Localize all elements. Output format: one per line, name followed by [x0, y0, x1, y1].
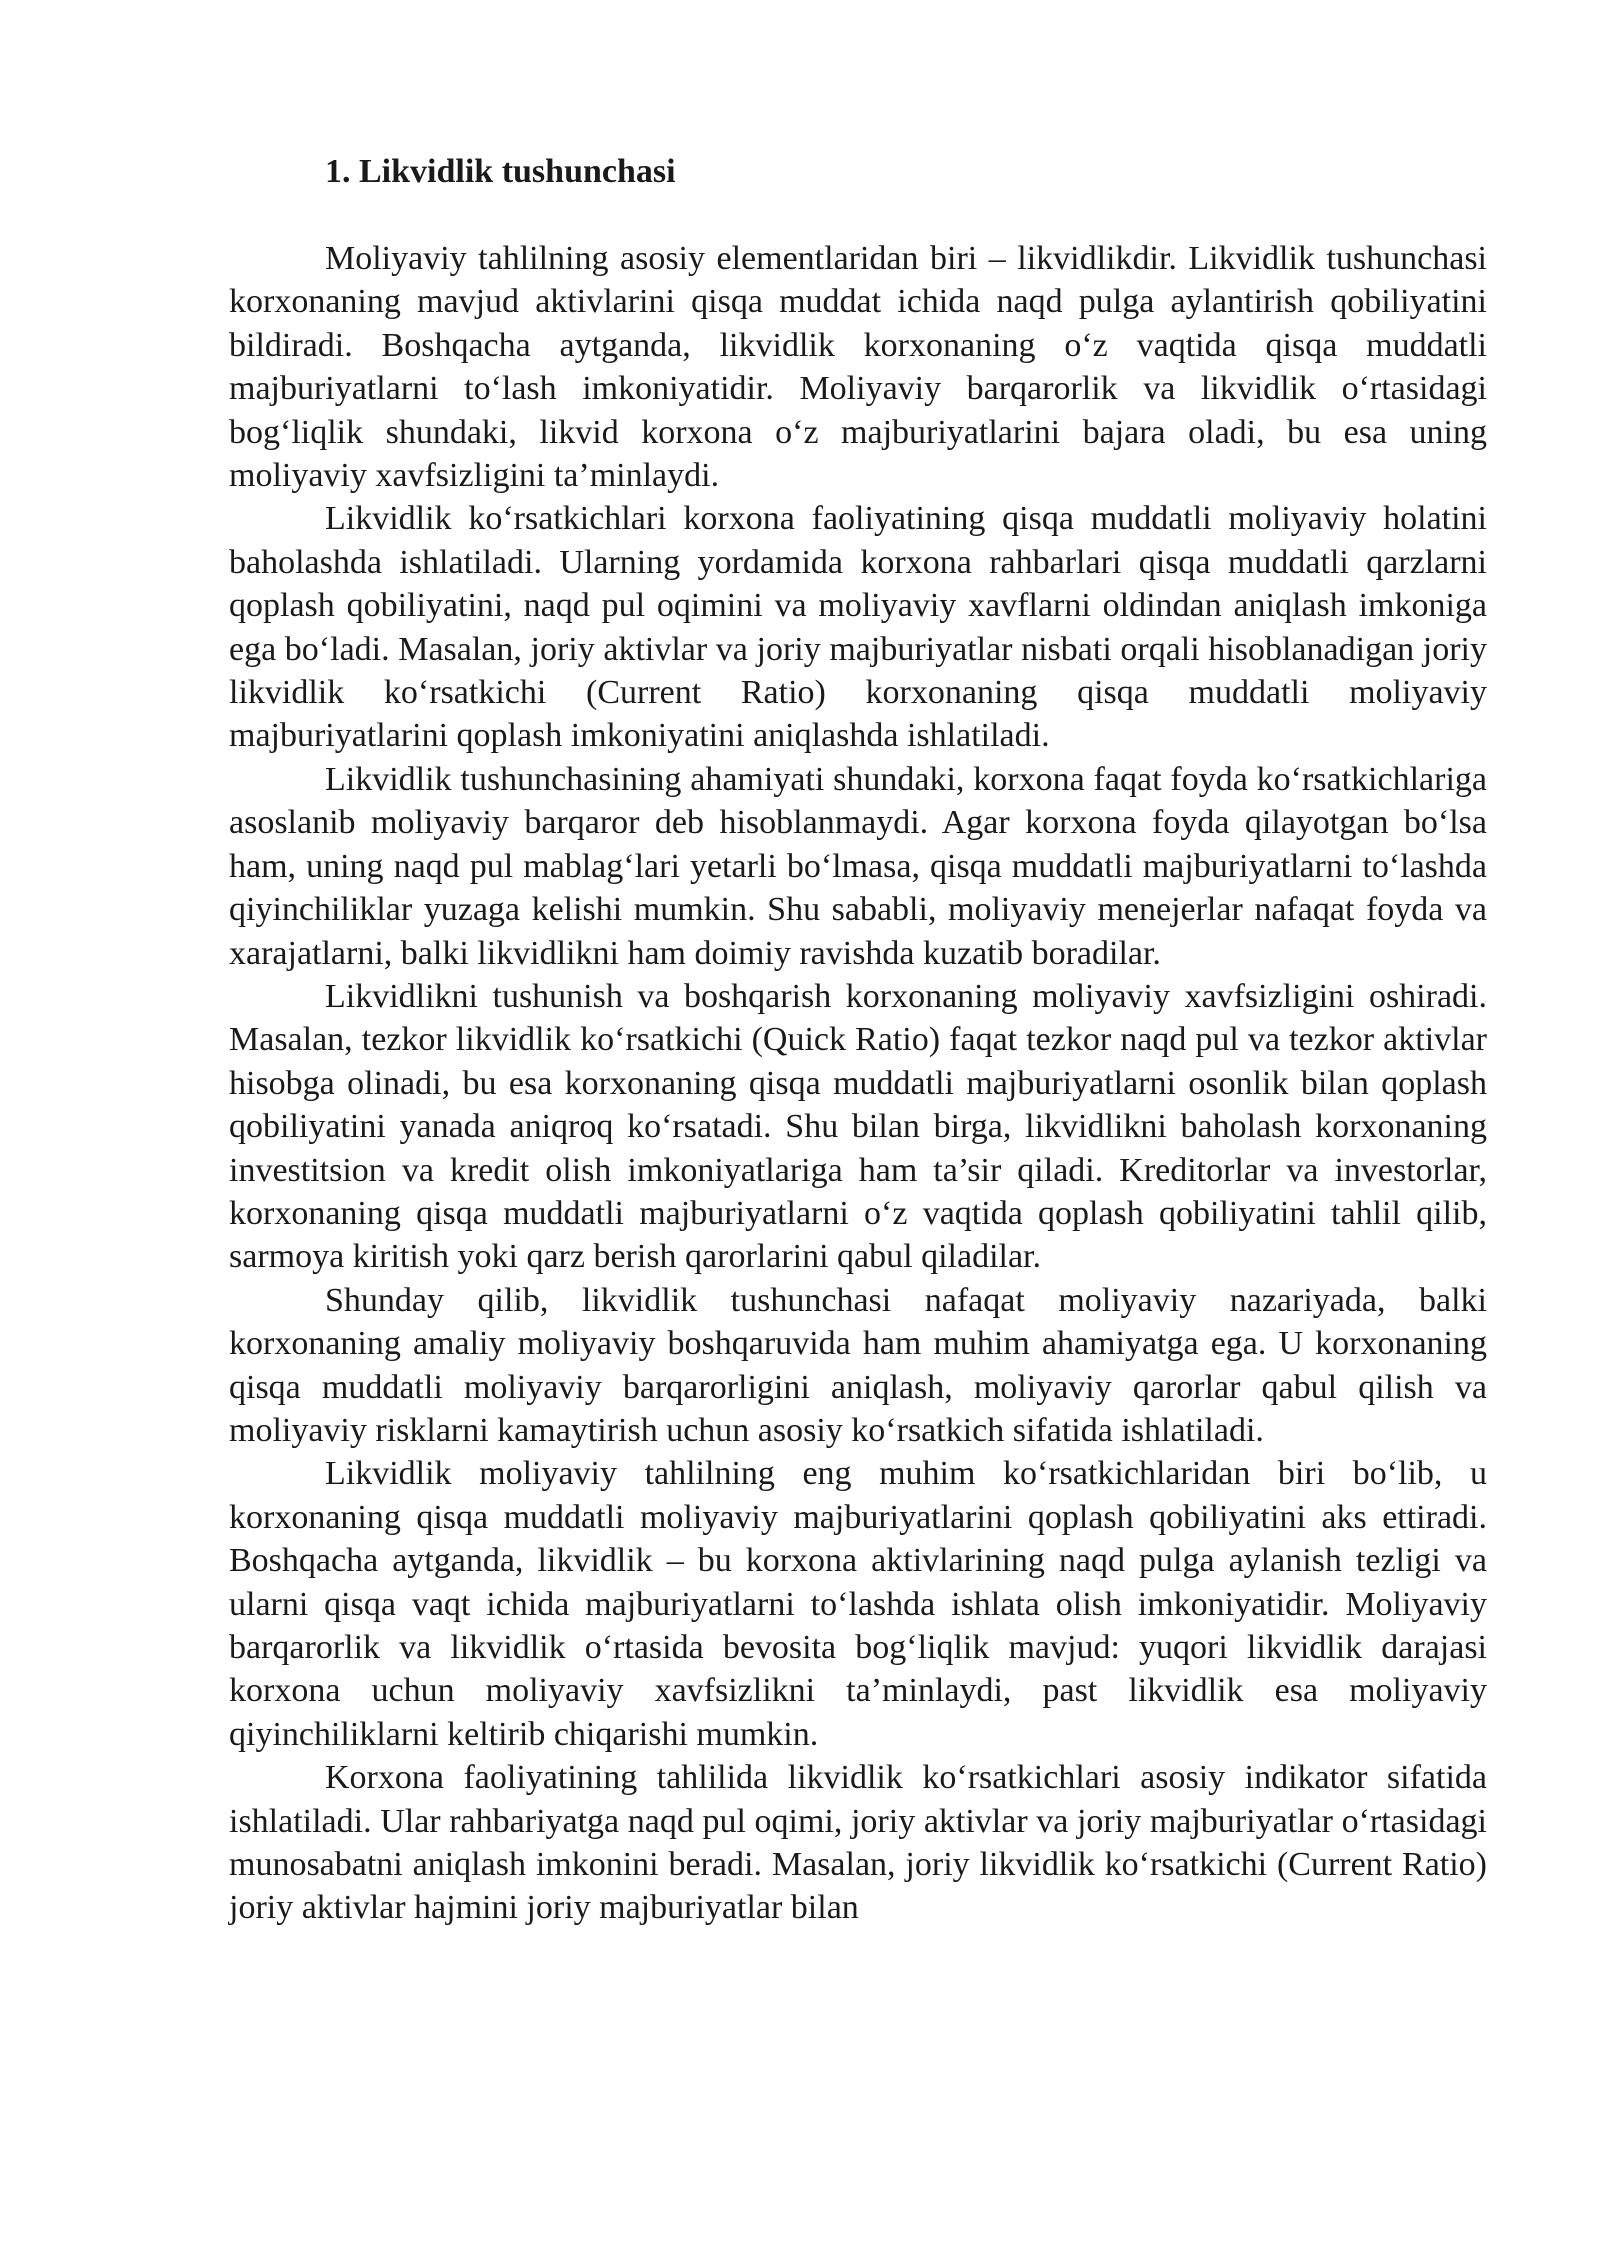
section-heading: 1. Likvidlik tushunchasi: [325, 153, 676, 190]
document-body: [229, 150, 1487, 1930]
paragraph: Korxona faoliyatining tahlilida likvidlik ko‘rsatkichlari asosiy indikator sifatida ishlatiladi. Ular rahbariyatga naqd pul oqimi, joriy aktivlar va joriy majburiyatlar o‘rtasidagi munosabatni aniqlash imkonini beradi. Masalan, joriy likvidlik ko‘rsatkichi (Current Ratio) joriy aktivlar hajmini joriy majburiyatlar bilan: [229, 1759, 1487, 1927]
paragraph: Likvidlik ko‘rsatkichlari korxona faoliyatining qisqa muddatli moliyaviy holatini baholashda ishlatiladi. Ularning yordamida korxona rahbarlari qisqa muddatli qarzlarni qoplash qobiliyatini, naqd pul oqimini va moliyaviy xavflarni oldindan aniqlash imkoniga ega bo‘ladi. Masalan, joriy aktivlar va joriy majburiyatlar nisbati orqali hisoblanadigan joriy likvidlik ko‘rsatkichi (Current Ratio) korxonaning qisqa muddatli moliyaviy majburiyatlarini qoplash imkoniyatini aniqlashda ishlatiladi.: [229, 500, 1487, 755]
paragraph: Likvidlik tushunchasining ahamiyati shundaki, korxona faqat foyda ko‘rsatkichlariga asoslanib moliyaviy barqaror deb hisoblanmaydi. Agar korxona foyda qilayotgan bo‘lsa ham, uning naqd pul mablag‘lari yetarli bo‘lmasa, qisqa muddatli majburiyatlarni to‘lashda qiyinchiliklar yuzaga kelishi mumkin. Shu sababli, moliyaviy menejerlar nafaqat foyda va xarajatlarni, balki likvidlikni ham doimiy ravishda kuzatib boradilar.: [229, 760, 1487, 972]
paragraph: Shunday qilib, likvidlik tushunchasi nafaqat moliyaviy nazariyada, balki korxonaning amaliy moliyaviy boshqaruvida ham muhim ahamiyatga ega. U korxonaning qisqa muddatli moliyaviy barqarorligini aniqlash, moliyaviy qarorlar qabul qilish va moliyaviy risklarni kamaytirish uchun asosiy ko‘rsatkich sifatida ishlatiladi.: [229, 1281, 1487, 1449]
paragraph: Likvidlik moliyaviy tahlilning eng muhim ko‘rsatkichlaridan biri bo‘lib, u korxonaning qisqa muddatli moliyaviy majburiyatlarini qoplash qobiliyatini aks ettiradi. Boshqacha aytganda, likvidlik – bu korxona aktivlarining naqd pulga aylanish tezligi va ularni qisqa vaqt ichida majburiyatlarni to‘lashda ishlata olish imkoniyatidir. Moliyaviy barqarorlik va likvidlik o‘rtasida bevosita bog‘liqlik mavjud: yuqori likvidlik darajasi korxona uchun moliyaviy xavfsizlikni ta’minlaydi, past likvidlik esa moliyaviy qiyinchiliklarni keltirib chiqarishi mumkin.: [229, 1455, 1487, 1753]
paragraph: Moliyaviy tahlilning asosiy elementlaridan biri – likvidlikdir. Likvidlik tushunchasi korxonaning mavjud aktivlarini qisqa muddat ichida naqd pulga aylantirish qobiliyatini bildiradi. Boshqacha aytganda, likvidlik korxonaning o‘z vaqtida qisqa muddatli majburiyatlarni to‘lash imkoniyatidir. Moliyaviy barqarorlik va likvidlik o‘rtasidagi bog‘liqlik shundaki, likvid korxona o‘z majburiyatlarini bajara oladi, bu esa uning moliyaviy xavfsizligini ta’minlaydi.: [229, 240, 1487, 495]
paragraph: Likvidlikni tushunish va boshqarish korxonaning moliyaviy xavfsizligini oshiradi. Masalan, tezkor likvidlik ko‘rsatkichi (Quick Ratio) faqat tezkor naqd pul va tezkor aktivlar hisobga olinadi, bu esa korxonaning qisqa muddatli majburiyatlarni osonlik bilan qoplash qobiliyatini yanada aniqroq ko‘rsatadi. Shu bilan birga, likvidlikni baholash korxonaning investitsion va kredit olish imkoniyatlariga ham ta’sir qiladi. Kreditorlar va investorlar, korxonaning qisqa muddatli majburiyatlarni o‘z vaqtida qoplash qobiliyatini tahlil qilib, sarmoya kiritish yoki qarz berish qarorlarini qabul qiladilar.: [229, 977, 1487, 1276]
